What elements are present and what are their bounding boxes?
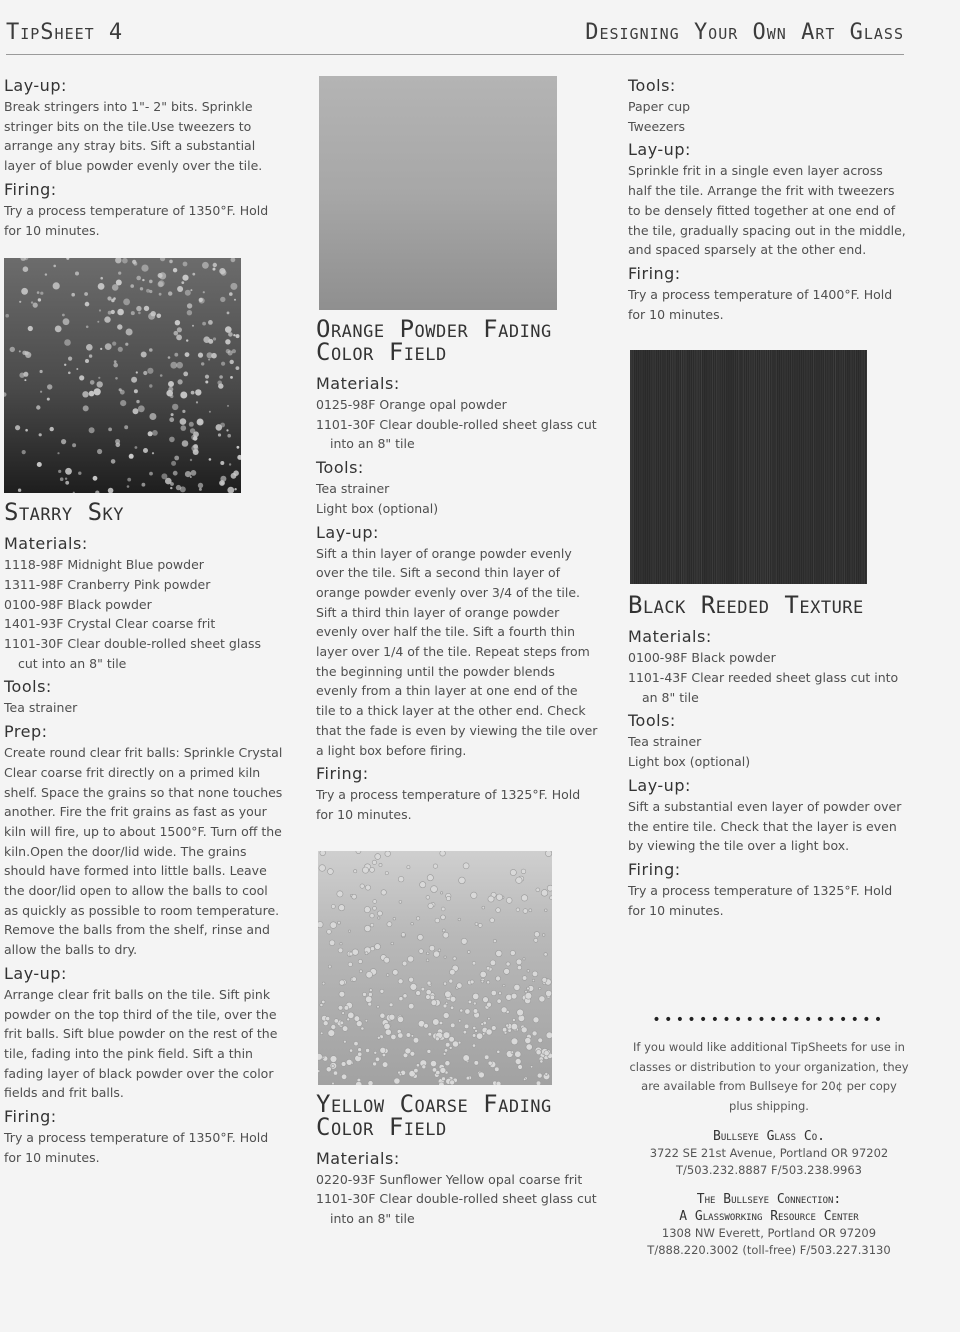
list-item: 0100-98F Black powder xyxy=(628,650,776,666)
yellow-coarse-photo xyxy=(318,851,552,1085)
starry-sky-photo xyxy=(4,258,241,493)
tools-list xyxy=(628,97,908,136)
black-reeded-title: Black Reeded Texture xyxy=(628,591,864,620)
materials-heading: Materials: xyxy=(628,627,712,647)
connection-address: 1308 NW Everett, Portland OR 97209 xyxy=(661,1226,877,1241)
company-phone: T/503.232.8887 F/503.238.9963 xyxy=(676,1163,862,1178)
list-item: 0125-98F Orange opal powder xyxy=(316,397,507,412)
tipsheet-label: TipSheet 4 xyxy=(6,20,124,45)
list-item: Tea strainer xyxy=(316,481,390,497)
yellow-coarse-title: Yellow Coarse Fading Color Field xyxy=(316,1089,552,1141)
prep-text: Create round clear frit balls: Sprinkle Crystal Clear coarse frit directly on a primed kiln shelf. Space the grains so that none touches another. Fire the frit grains as fast as your kiln will fire, up to about 1500°F. Turn off the kiln.Open the door/lid wide. The grains should have formed into little balls. Leave the door/lid open to allow the balls to cool as quickly as possible to room temperature. Remove the balls from the shelf, rinse and allow the balls to dry. xyxy=(4,745,283,958)
materials-heading: Materials: xyxy=(316,1148,400,1168)
list-item: Light box (optional) xyxy=(628,754,751,770)
list-item: 1311-98F Cranberry Pink powder xyxy=(4,576,211,592)
list-item: 1101-43F Clear reeded sheet glass cut into an 8" tile xyxy=(628,670,899,705)
layup-heading: Lay-up: xyxy=(628,140,691,160)
series-title: Designing Your Own Art Glass xyxy=(585,20,904,45)
firing-heading: Firing: xyxy=(4,179,57,199)
materials-list xyxy=(628,648,908,707)
materials-heading: Materials: xyxy=(4,534,88,554)
firing-heading: Firing: xyxy=(4,1107,57,1127)
dot-divider: •••••••••••••••••••• xyxy=(652,1012,886,1029)
column-1 xyxy=(4,72,284,1168)
tools-list xyxy=(316,479,598,518)
list-item: 1101-30F Clear double-rolled sheet glass cut into an 8" tile xyxy=(316,416,597,452)
firing-text: Try a process temperature of 1350°F. Hold for 10 minutes. xyxy=(4,1130,269,1165)
firing-heading: Firing: xyxy=(628,263,681,283)
materials-list xyxy=(316,395,598,454)
firing-text: Try a process temperature of 1325°F. Hold for 10 minutes. xyxy=(316,787,581,822)
connection-subtitle: A Glassworking Resource Center xyxy=(679,1209,859,1225)
list-item: Tea strainer xyxy=(4,700,78,716)
starry-sky-title: Starry Sky xyxy=(4,498,124,527)
list-item: 1101-30F Clear double-rolled sheet glass cut into an 8" tile xyxy=(4,636,262,671)
tools-heading: Tools: xyxy=(628,711,676,731)
layup-text: Arrange clear frit balls on the tile. Sift pink powder on the top third of the tile, over the frit balls. Sift blue powder on the rest of the tile, fading into the pink field. Sift a thin fading layer of black powder over the color fields and frit balls. xyxy=(4,986,278,1101)
list-item: 0100-98F Black powder xyxy=(4,596,152,612)
connection-phone: T/888.220.3002 (toll-free) F/503.227.3130 xyxy=(647,1243,891,1258)
list-item: Paper cup xyxy=(628,99,691,114)
firing-heading: Firing: xyxy=(628,859,681,879)
layup-text: Sift a thin layer of orange powder evenly over the tile. Sift a second thin layer of orange powder evenly over 3/4 of the tile. Sift a third thin layer of orange powder evenly over half the tile. Sift a fourth thin layer over 1/4 of the tile. Repeat steps from the beginning until the powder blends evenly from a thin layer at one end of the tile to a thick layer at the other end. Check that the fade is even by viewing the tile over a light box before firing. xyxy=(316,545,598,758)
materials-list xyxy=(4,555,284,673)
prep-heading: Prep: xyxy=(4,722,48,742)
tools-list xyxy=(628,732,908,771)
list-item: Light box (optional) xyxy=(316,500,439,516)
layup-heading: Lay-up: xyxy=(316,522,379,542)
connection-name: The Bullseye Connection: xyxy=(696,1192,842,1208)
layup-text: Sprinkle frit in a single even layer across half the tile. Arrange the frit with tweezers to be densely fitted together at one end of the tile, gradually spacing out in the middle, and spaced sparsely at the other end. xyxy=(628,163,906,258)
orange-powder-photo xyxy=(319,76,557,310)
footer xyxy=(628,1012,910,1259)
list-item: Tea strainer xyxy=(628,734,702,750)
firing-text: Try a process temperature of 1400°F. Hold for 10 minutes. xyxy=(628,286,893,322)
layup-text: Sift a substantial even layer of powder over the entire tile. Check that the layer is even by viewing the tile over a light box. xyxy=(628,798,902,854)
materials-list xyxy=(316,1170,598,1229)
company-address: 3722 SE 21st Avenue, Portland OR 97202 xyxy=(649,1146,889,1161)
tools-heading: Tools: xyxy=(316,458,364,478)
list-item: 1401-93F Crystal Clear coarse frit xyxy=(4,616,216,632)
column-2 xyxy=(316,76,598,1229)
list-item: 1118-98F Midnight Blue powder xyxy=(4,557,204,573)
black-reeded-photo xyxy=(630,350,867,584)
list-item: 1101-30F Clear double-rolled sheet glass cut into an 8" tile xyxy=(316,1191,597,1227)
firing-heading: Firing: xyxy=(316,764,369,784)
list-item: 0220-93F Sunflower Yellow opal coarse frit xyxy=(316,1171,583,1187)
company-name: Bullseye Glass Co. xyxy=(713,1129,825,1145)
firing-text: Try a process temperature of 1325°F. Hold for 10 minutes. xyxy=(628,882,893,918)
layup-text: Break stringers into 1"- 2" bits. Sprinkle stringer bits on the tile.Use tweezers to arrange any stray bits. Sift a substantial layer of blue powder evenly over the tile. xyxy=(4,99,263,174)
layup-heading: Lay-up: xyxy=(4,76,67,95)
list-item: Tweezers xyxy=(628,118,686,134)
firing-text: Try a process temperature of 1350°F. Hold for 10 minutes. xyxy=(4,202,269,238)
tools-list xyxy=(4,698,284,718)
tools-heading: Tools: xyxy=(4,677,52,697)
column-3 xyxy=(628,72,908,1259)
ordering-note: If you would like additional TipSheets for use in classes or distribution to your organization, they are available from Bullseye for 20¢ per copy plus shipping. xyxy=(629,1040,909,1113)
tools-heading: Tools: xyxy=(628,76,676,95)
materials-heading: Materials: xyxy=(316,374,400,393)
layup-heading: Lay-up: xyxy=(4,963,67,983)
layup-heading: Lay-up: xyxy=(628,775,691,795)
orange-powder-title: Orange Powder Fading Color Field xyxy=(316,315,552,366)
page-header xyxy=(6,20,904,55)
